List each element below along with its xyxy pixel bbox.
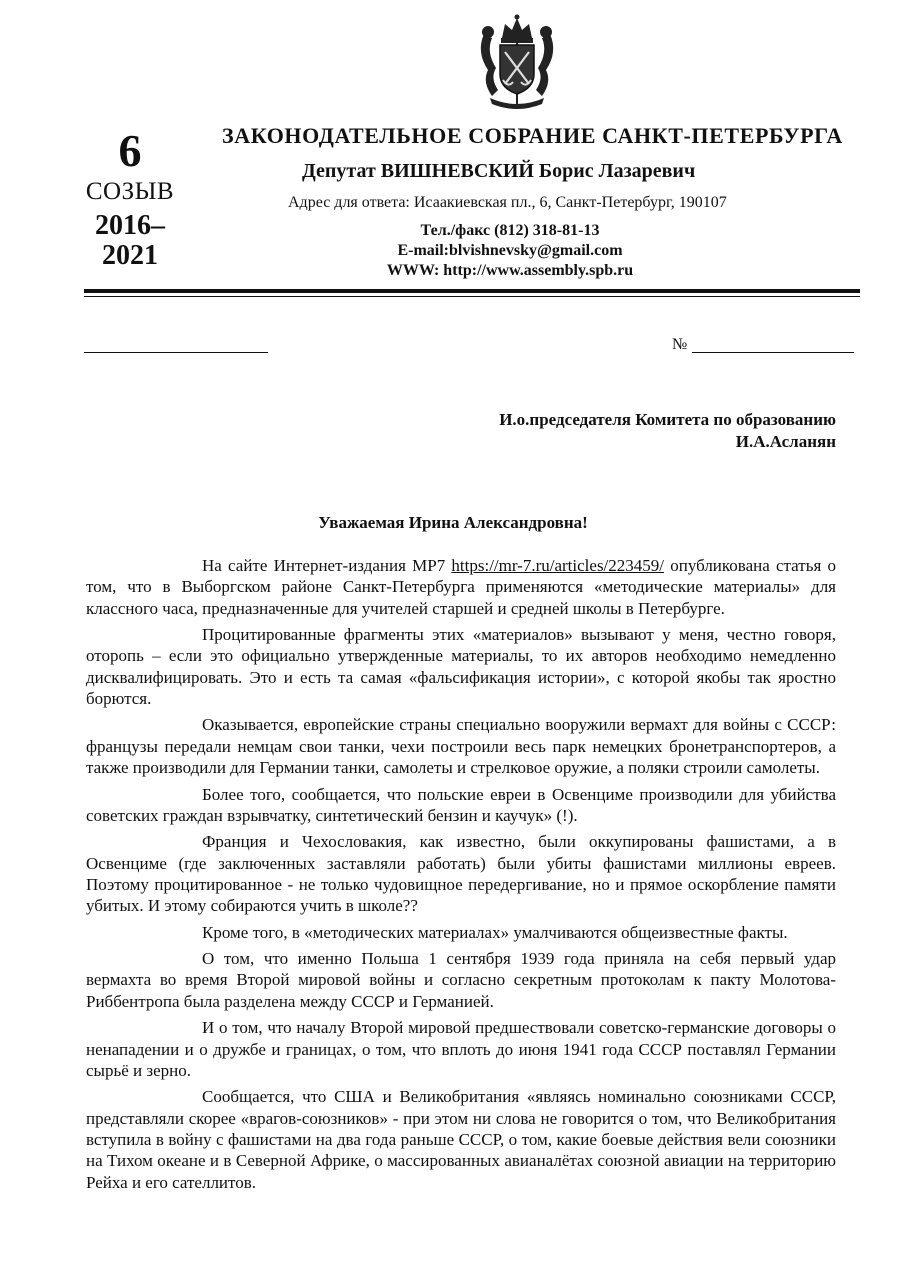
paragraph: Кроме того, в «методических материалах» умалчиваются общеизвестные факты. — [202, 922, 788, 942]
registration-number-label: № — [672, 336, 688, 353]
convocation-years-start: 2016– — [95, 210, 165, 241]
paragraph: И о том, что началу Второй мировой предшествовали советско-германские договоры о ненападении и о дружбе и границах, о том, что вплоть до июня 1941 года СССР поставлял Германии сырьё и зерно. — [86, 1018, 836, 1080]
header-divider-thick — [84, 289, 860, 293]
convocation-word: СОЗЫВ — [85, 178, 175, 205]
coat-of-arms-icon — [472, 12, 562, 112]
addressee-position: И.о.председателя Комитета по образованию — [499, 410, 836, 429]
header-divider-thin — [84, 296, 860, 297]
paragraph: Франция и Чехословакия, как известно, были оккупированы фашистами, а в Освенциме (где заключенных заставляли работать) были убиты фашистами миллионы евреев. Поэтому процитированное - не только чудовищное передергивание, но и прямое оскорбление памяти убитых. И этому собираются учить в школе?? — [86, 832, 836, 916]
addressee-name: И.А.Асланян — [735, 432, 836, 451]
paragraph: О том, что именно Польша 1 сентября 1939 года приняла на себя первый удар вермахта во время Второй мировой войны и согласно секретным протоколам к пакту Молотова-Риббентропа была разделена между СССР и Германией. — [86, 949, 836, 1011]
article-link[interactable]: https://mr-7.ru/articles/223459/ — [451, 556, 665, 575]
paragraph — [86, 555, 836, 619]
deputy-line — [302, 160, 695, 183]
paragraph-text: опубликована статья о том, что в Выборгском районе Санкт-Петербурга применяются «методические материалы» для классного часа, предназначенные для учителей старшей и средней школы в Петербурге. — [86, 556, 837, 618]
paragraph: Более того, сообщается, что польские евреи в Освенциме производили для убийства советских граждан взрывчатку, синтетический бензин и каучук» (!). — [86, 784, 836, 825]
email: E-mail:blvishnevsky@gmail.com — [397, 242, 623, 259]
paragraph-text: На сайте Интернет-издания МР7 — [202, 556, 452, 575]
reply-address: Адрес для ответа: Исаакиевская пл., 6, Санкт-Петербург, 190107 — [288, 194, 727, 211]
salutation: Уважаемая Ирина Александровна! — [318, 513, 588, 532]
deputy-label: Депутат — [302, 160, 376, 182]
convocation-number: 6 — [118, 125, 142, 176]
organization-title: ЗАКОНОДАТЕЛЬНОЕ СОБРАНИЕ САНКТ-ПЕТЕРБУРГА — [222, 123, 843, 148]
registration-number-blank-line — [692, 352, 854, 353]
paragraph: Оказывается, европейские страны специально вооружили вермахт для войны с СССР: французы передали немцам свои танки, чехи построили весь парк немецких бронетранспортеров, а также производили для Германии танки, самолеты и стрелковое оружие, а поляки строили самолеты. — [86, 715, 836, 778]
deputy-name: ВИШНЕВСКИЙ Борис Лазаревич — [380, 160, 696, 182]
letter-body — [86, 555, 836, 1198]
paragraph: Процитированные фрагменты этих «материалов» вызывают у меня, честно говоря, оторопь – если это официально утвержденные материалы, то их авторов необходимо немедленно дисквалифицировать. Это и есть та самая «фальсификация истории», с которой якобы так яростно борются. — [86, 625, 836, 708]
convocation-years-end: 2021 — [102, 240, 158, 271]
phone-fax: Тел./факс (812) 318-81-13 — [420, 222, 600, 239]
paragraph: Сообщается, что США и Великобритания «являясь номинально союзниками СССР, представляли скорее «врагов-союзников» - при этом ни слова не говорится о том, что Великобритания вступила в войну с фашистами на два года раньше СССР, о том, какие боевые действия вели союзники на Тихом океане и в Северной Африке, о массированных авианалётах союзной авиации на территорию Рейха и его сателлитов. — [86, 1087, 836, 1192]
website: WWW: http://www.assembly.spb.ru — [386, 262, 634, 279]
date-blank-line — [84, 352, 268, 353]
